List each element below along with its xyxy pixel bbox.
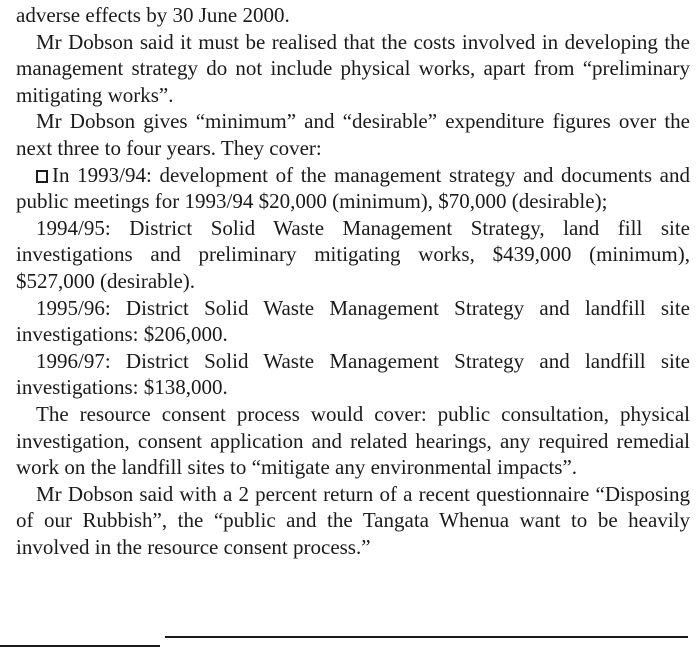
paragraph-resource-consent: The resource consent process would cover: public consultation, physical investigation, consent application and related hearings, any required remedial work on the landfill sites to “mitigate any environmental impacts”. [16, 401, 690, 480]
paragraph-1993-94 [16, 162, 690, 215]
paragraph-1995-96: 1995/96: District Solid Waste Management Strategy and landfill site investigations: $206,000. [16, 295, 690, 347]
paragraph-continuation: adverse effects by 30 June 2000. [16, 3, 290, 27]
column-rule [0, 645, 160, 647]
paragraph-costs: Mr Dobson said it must be realised that the costs involved in developing the management strategy do not include physical works, apart from “preliminary mitigating works”. [16, 29, 690, 107]
end-rule [165, 636, 688, 638]
paragraph-questionnaire: Mr Dobson said with a 2 percent return of a recent questionnaire “Disposing of our Rubbish”, the “public and the Tangata Whenua want to be heavily involved in the resource consent process.” [16, 481, 690, 559]
paragraph-1993-94-text: In 1993/94: development of the management strategy and documents and public meetings for 1993/94 $20,000 (minimum), $70,000 (desirable); [16, 162, 690, 214]
paragraph-expenditure-intro: Mr Dobson gives “minimum” and “desirable” expenditure figures over the next three to four years. They cover: [16, 109, 690, 160]
paragraph-1996-97: 1996/97: District Solid Waste Management Strategy and landfill site investigations: $138,000. [16, 348, 690, 400]
checkbox-bullet-icon [36, 170, 48, 183]
paragraph-1994-95: 1994/95: District Solid Waste Management Strategy, land fill site investigations and preliminary mitigating works, $439,000 (minimum), $527,000 (desirable). [16, 215, 690, 293]
